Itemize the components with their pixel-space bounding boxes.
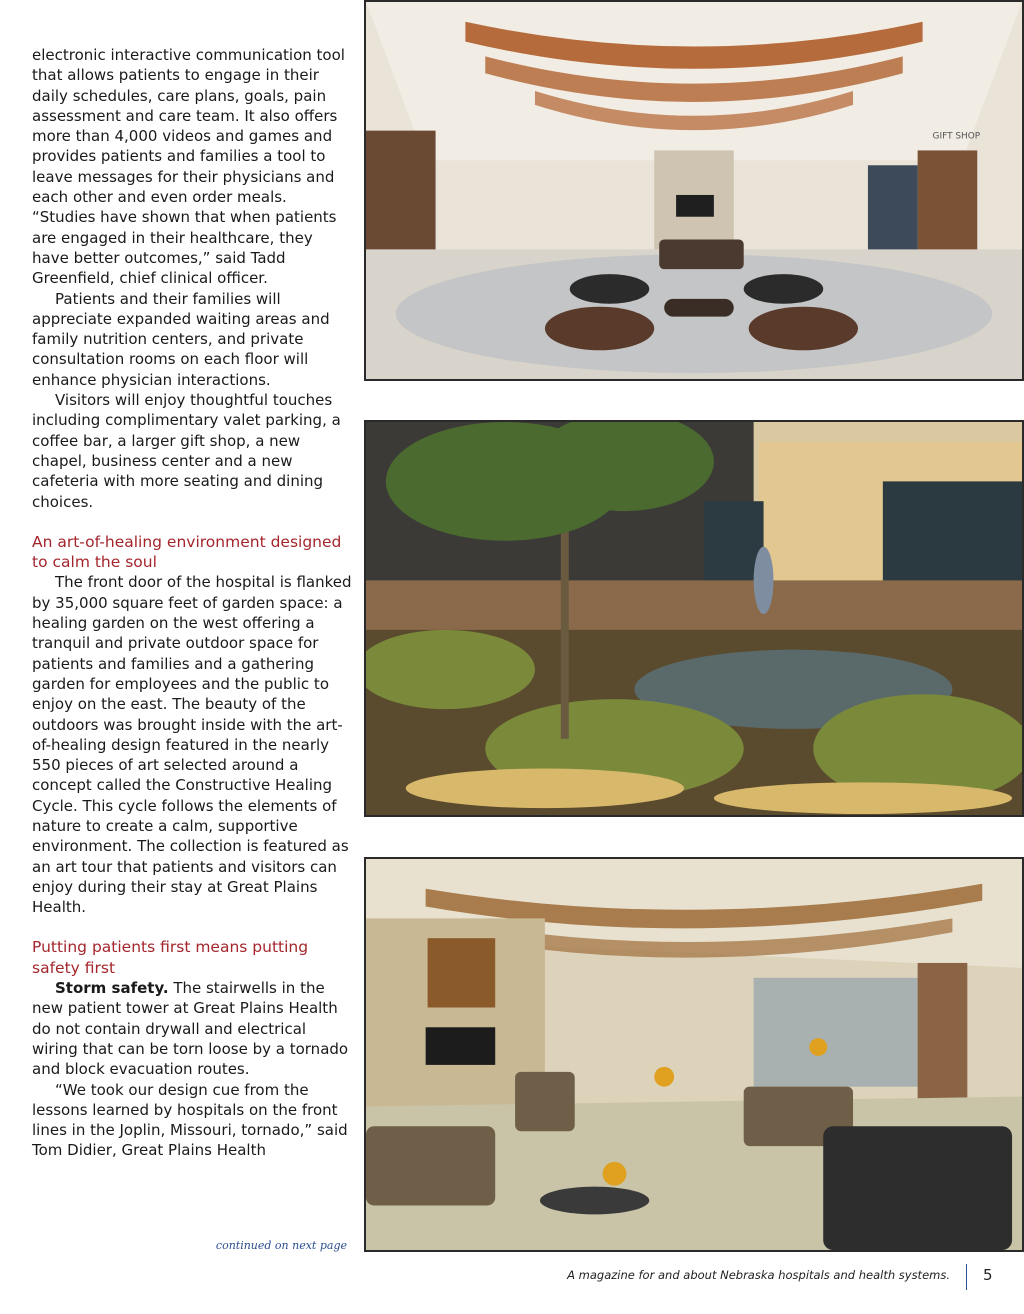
paragraph: Visitors will enjoy thoughtful touches including complimentary valet parking, a coffee bar, a larger gift shop, a new chapel, business center and a new cafeteria with more seating and dining choices. <box>32 391 341 511</box>
paragraph: “We took our design cue from the lessons learned by hospitals on the front lines in the Joplin, Missouri, tornado,” said Tom Didier, Great Plains Health <box>32 1080 348 1160</box>
paragraph-body: The stairwells in the new patient tower at Great Plains Health do not contain drywall and electrical wiring that can be torn loose by a tornado and block evacuation routes. <box>32 979 349 1079</box>
section-heading: An art-of-healing environment designed to calm the soul <box>32 532 342 572</box>
paragraph <box>32 978 352 1079</box>
garden-photo <box>364 420 1024 817</box>
section-heading: Putting patients first means putting safety first <box>32 938 309 977</box>
lounge-photo <box>364 857 1024 1252</box>
lobby-photo <box>364 0 1024 381</box>
page-number: 5 <box>983 1266 993 1284</box>
paragraph: electronic interactive communication tool that allows patients to engage in their daily schedules, care plans, goals, pain assessment and care team. It also offers more than 4,000 videos and games and provides patients and families a tool to leave messages for their physicians and each other and even order meals. “Studies have shown that when patients are engaged in their healthcare, they have better outcomes,” said Tadd Greenfield, chief clinical officer. <box>32 46 345 288</box>
continued-note: continued on next page <box>215 1239 347 1252</box>
footer-divider <box>966 1264 967 1290</box>
footer-tagline: A magazine for and about Nebraska hospitals and health systems. <box>567 1268 950 1282</box>
paragraph-lead: Storm safety. <box>55 979 169 998</box>
paragraph: The front door of the hospital is flanked by 35,000 square feet of garden space: a healing garden on the west offering a tranquil and private outdoor space for patients and families and a gathering garden for employees and the public to enjoy on the east. The beauty of the outdoors was brought inside with the art-of-healing design featured in the nearly 550 pieces of art selected around a concept called the Constructive Healing Cycle. This cycle follows the elements of nature to create a calm, supportive environment. The collection is featured as an art tour that patients and visitors can enjoy during their stay at Great Plains Health. <box>32 573 352 917</box>
article-column <box>32 45 352 1161</box>
gift-shop-sign: GIFT SHOP <box>932 131 981 142</box>
paragraph: Patients and their families will appreciate expanded waiting areas and family nutrition centers, and private consultation rooms on each floor will enhance physician interactions. <box>32 289 330 389</box>
